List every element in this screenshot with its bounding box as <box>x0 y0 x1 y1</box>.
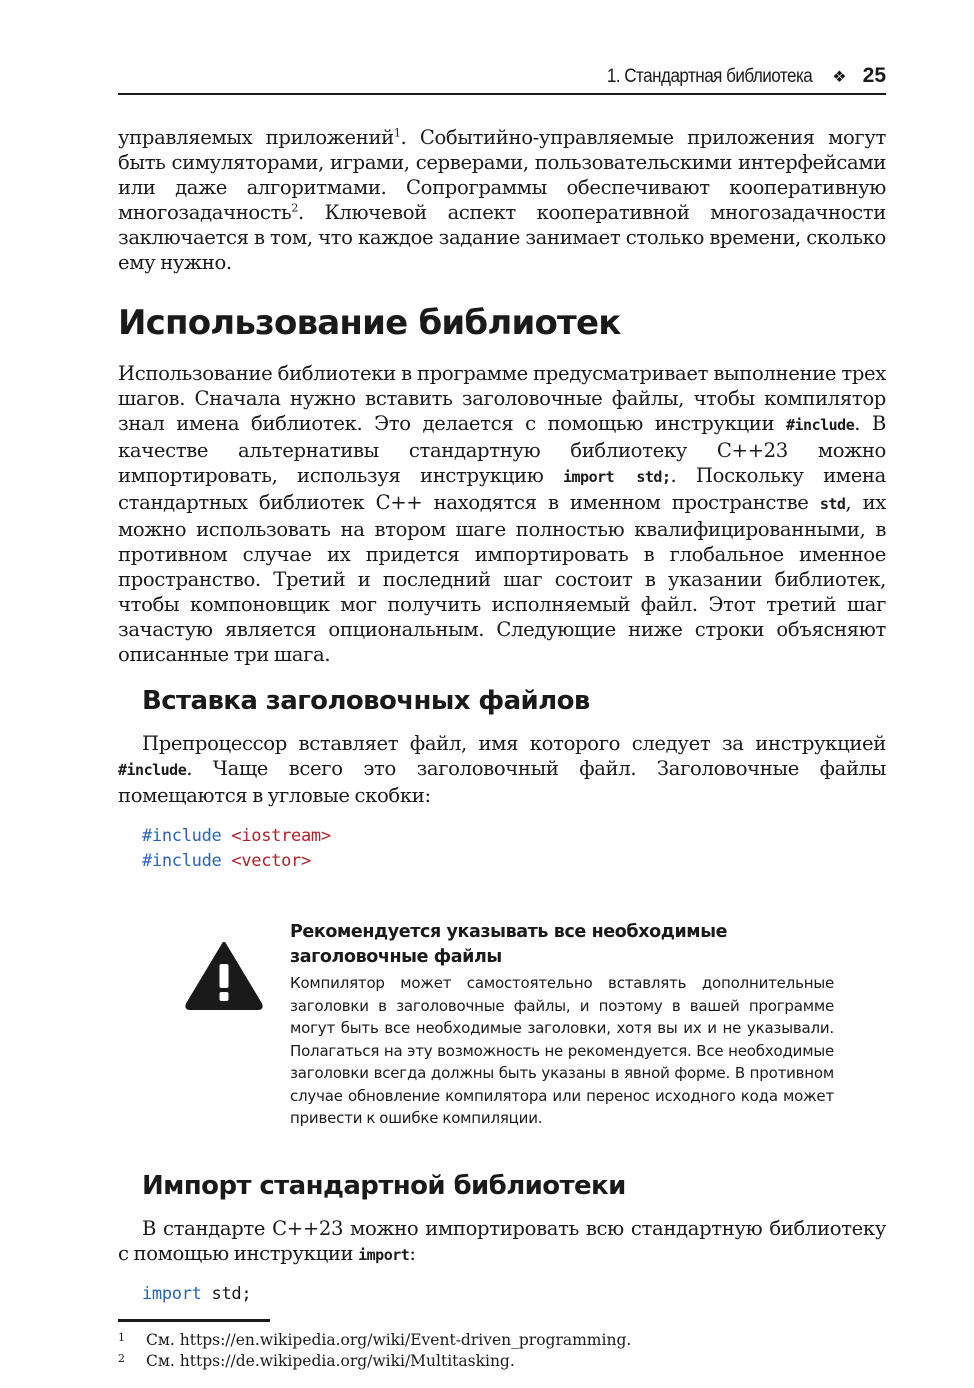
section-paragraph <box>118 361 886 667</box>
running-head <box>118 64 886 95</box>
footnote-text[interactable]: См. https://en.wikipedia.org/wiki/Event-driven_programming. <box>146 1330 632 1349</box>
book-page <box>118 64 886 1372</box>
headers-paragraph <box>118 731 886 808</box>
import-paragraph <box>118 1216 886 1268</box>
section-heading: Использование библиотек <box>118 303 621 343</box>
note-title: Рекомендуется указывать все необходимые заголовочные файлы <box>290 922 728 967</box>
headers-text-1: Препроцессор вставляет файл, имя которого следует за инструкцией <box>142 732 886 755</box>
section-text-3: . Поскольку имена стандартных библиотек C++ находятся в именном пространстве <box>118 464 886 514</box>
code-header-name: <vector> <box>231 851 311 871</box>
code-header-name: <iostream> <box>231 826 331 846</box>
subsection-heading-headers: Вставка заголовочных файлов <box>142 686 590 716</box>
inline-code-import: import <box>358 1245 410 1264</box>
inline-code-include: #include <box>786 416 855 434</box>
subsection-heading-import: Импорт стандартной библиотеки <box>142 1170 626 1201</box>
note-body <box>290 920 834 1130</box>
code-keyword: import <box>142 1283 202 1304</box>
section-text-2: . В качестве альтернативы стандартную библиотеку C++23 можно импортировать, используя инструкцию <box>118 412 886 487</box>
footnote-ref-1[interactable]: 1 <box>393 126 401 140</box>
footnote-divider <box>118 1319 270 1322</box>
footnote <box>118 1330 886 1351</box>
intro-text-3: . Ключевой аспект кооперативной многозадачности заключается в том, что каждое задание занимает столько времени, сколько ему нужно. <box>118 201 886 274</box>
code-keyword: #include <box>142 826 222 846</box>
footnote <box>118 1351 886 1372</box>
intro-text-1: управляемых приложений <box>118 126 394 149</box>
inline-code-include-2: #include <box>118 761 187 779</box>
import-text-2: : <box>409 1241 416 1265</box>
note-text: Компилятор может самостоятельно вставлять дополнительные заголовки в заголовочные файлы, и поэтому в вашей программе могут быть все необходимые заголовки, хотя вы их и не указывали. Полагаться на эту возможность не рекомендуется. Все необходимые заголовки всегда должны быть указаны в явной форме. В противном случае обновление компилятора или перенос исходного кода может привести к ошибке компиляции. <box>290 974 834 1127</box>
footnote-number: 1 <box>118 1330 125 1344</box>
section-text-4: , их можно использовать на втором шаге полностью квалифицированными, в противном случае их придется импортировать в глобальное именное пространство. Третий и последний шаг состоит в указании библиотек, чтобы компоновщик мог получить исполняемый файл. Этот третий шаг зачастую является опциональным. Следующие ниже строки объясняют описанные три шага. <box>118 491 886 666</box>
import-text-1: В стандарте C++23 можно импортировать всю стандартную библиотеку с помощью инструкции <box>118 1216 886 1265</box>
footnote-number: 2 <box>118 1351 125 1365</box>
diamond-separator-icon: ❖ <box>832 69 847 86</box>
code-block-includes <box>142 824 886 874</box>
inline-code-import-std: import std; <box>563 468 671 486</box>
footnote-ref-2[interactable]: 2 <box>291 201 298 215</box>
code-module-name: std; <box>201 1283 252 1304</box>
intro-text-2: . Событийно-управляемые приложения могут быть симуляторами, играми, серверами, пользовательскими интерфейсами или даже алгоритмами. Сопрограммы обеспечивают кооперативную многозадачность <box>118 126 886 224</box>
code-keyword: #include <box>142 851 222 871</box>
chapter-title: 1. Стандартная библиотека <box>606 66 813 87</box>
intro-paragraph <box>118 125 886 275</box>
warning-note <box>184 920 834 1130</box>
footnote-text[interactable]: См. https://de.wikipedia.org/wiki/Multitasking. <box>146 1351 515 1370</box>
inline-code-std: std <box>819 495 846 513</box>
headers-text-2: . Чаще всего это заголовочный файл. Заголовочные файлы помещаются в угловые скобки: <box>118 757 886 807</box>
page-number: 25 <box>862 64 886 87</box>
warning-icon <box>184 940 264 1010</box>
footnotes <box>118 1330 886 1372</box>
section-text-1: Использование библиотеки в программе предусматривает выполнение трех шагов. Сначала нужно вставить заголовочные файлы, чтобы компилятор знал имена библиотек. Это делается с помощью инструкции <box>118 362 886 435</box>
code-block-import <box>142 1282 886 1307</box>
